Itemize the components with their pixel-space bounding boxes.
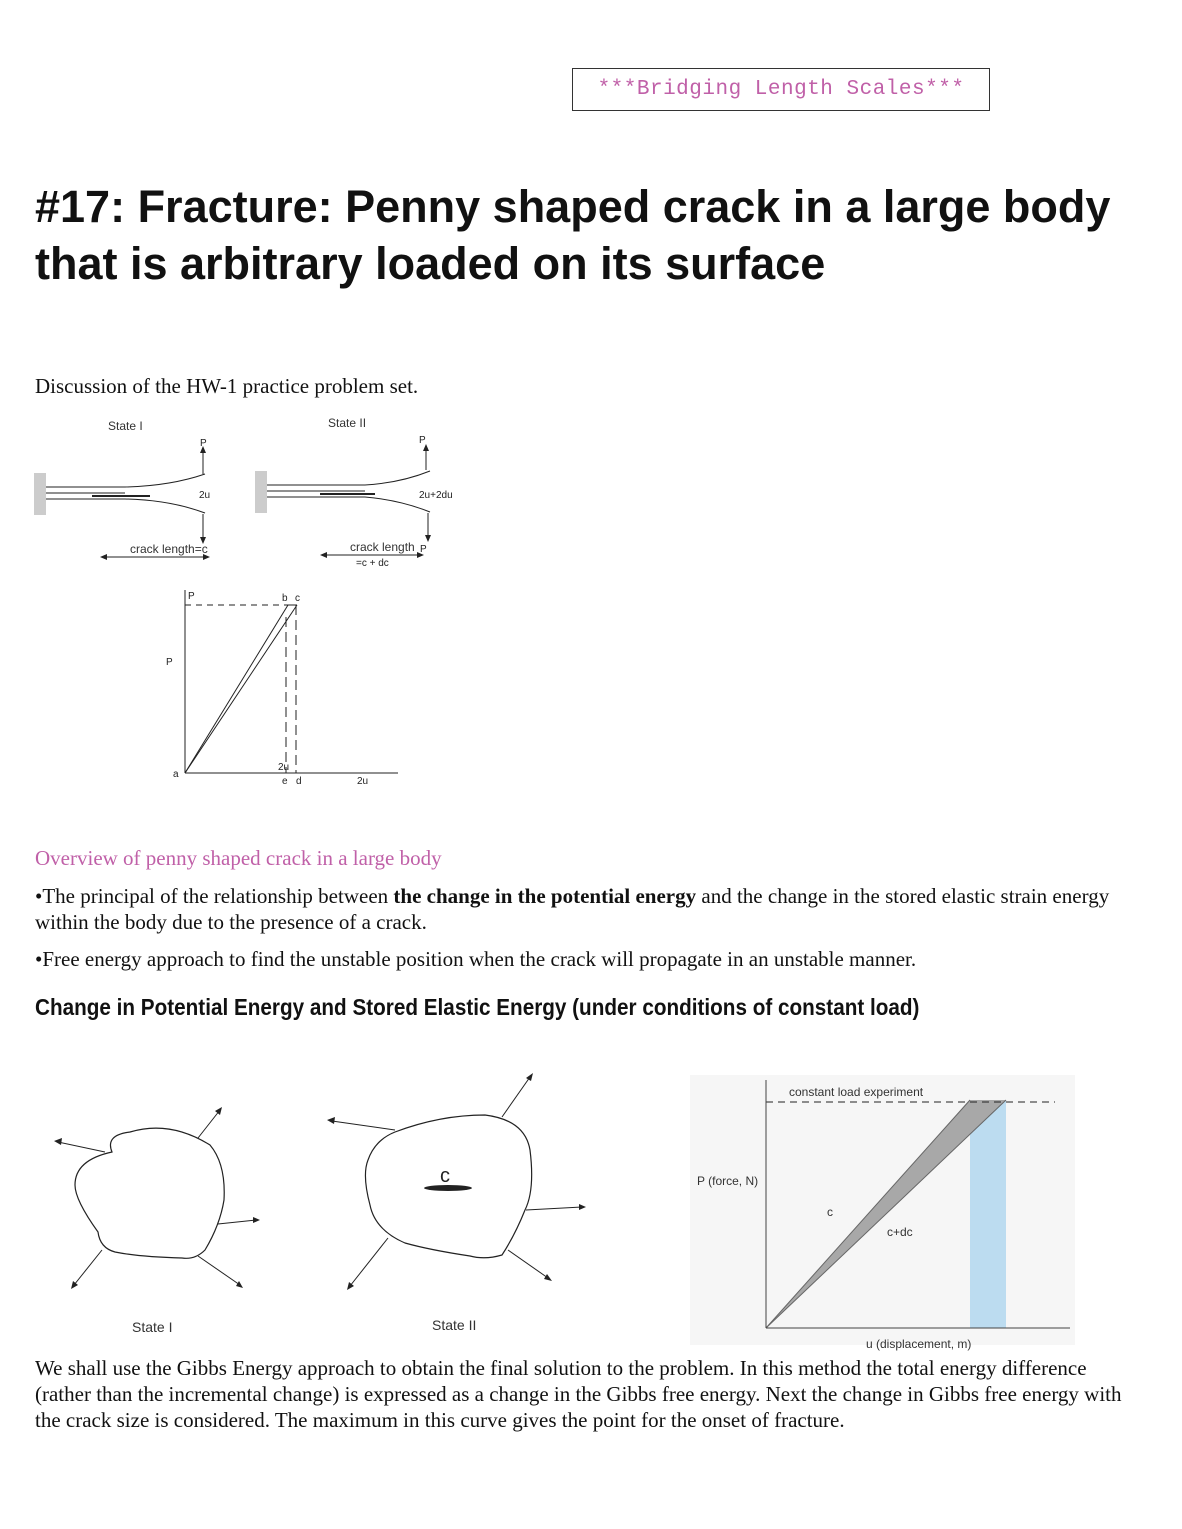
load-arrow bbox=[502, 1077, 530, 1117]
load-arrow bbox=[350, 1238, 388, 1286]
line-c-label: c bbox=[827, 1205, 833, 1219]
load-displacement-graph bbox=[160, 585, 410, 790]
p-tick-label: P bbox=[188, 591, 195, 602]
point-c: c bbox=[295, 593, 300, 604]
line-c-dc-label: c+dc bbox=[887, 1225, 913, 1239]
overview-bullet-2: •Free energy approach to find the unstable position when the crack will propagate in an unstable manner. bbox=[35, 947, 917, 971]
arrow-head bbox=[425, 535, 431, 542]
clamp-2 bbox=[255, 471, 267, 513]
load-label-2: P bbox=[419, 435, 426, 446]
arrow-head bbox=[54, 1138, 62, 1145]
arrow-head bbox=[579, 1204, 586, 1210]
intro-text: Discussion of the HW-1 practice problem set. bbox=[35, 374, 419, 398]
body-state-1 bbox=[75, 1128, 224, 1258]
load-arrow bbox=[526, 1207, 582, 1210]
load-arrow bbox=[508, 1250, 548, 1278]
page-title bbox=[35, 178, 1155, 292]
line-ac bbox=[185, 605, 297, 773]
load-label-3: P bbox=[420, 544, 427, 555]
arrow-head bbox=[236, 1281, 243, 1288]
conclusion-paragraph: We shall use the Gibbs Energy approach to obtain the final solution to the problem. In this method the total energy difference (rather than the incremental change) is expressed as a change in the Gibbs free energy. Next the change in Gibbs free energy with the crack size is considered. The maximum in this curve gives the point for the onset of fracture. bbox=[35, 1356, 1122, 1432]
point-b: b bbox=[282, 593, 288, 604]
disp-label-2: 2u+2du bbox=[419, 490, 453, 501]
load-arrow bbox=[198, 1256, 240, 1285]
arrow-head bbox=[526, 1073, 533, 1081]
y-axis-label: P (force, N) bbox=[697, 1174, 759, 1188]
energy-band bbox=[970, 1100, 1006, 1328]
arrow-head bbox=[253, 1217, 260, 1223]
crack-length-label-2a: crack length bbox=[350, 540, 415, 554]
point-e: e bbox=[282, 776, 288, 787]
state1-label: State I bbox=[108, 419, 143, 433]
arrow-head bbox=[100, 554, 107, 560]
disp-label-1: 2u bbox=[199, 490, 211, 501]
arrow-head bbox=[327, 1117, 335, 1124]
crack-label: c bbox=[440, 1165, 450, 1187]
fig2-state1-label: State I bbox=[132, 1319, 173, 1335]
load-arrow bbox=[218, 1220, 256, 1224]
bullet-1-text: •The principal of the relationship between bbox=[35, 884, 394, 908]
loaded-bodies-figure bbox=[30, 1060, 630, 1350]
crack-length-label-1: crack length=c bbox=[130, 542, 208, 556]
load-arrow bbox=[74, 1250, 102, 1285]
arrow-head bbox=[71, 1281, 78, 1289]
arrow-head bbox=[347, 1282, 354, 1290]
fig2-state2-label: State II bbox=[432, 1317, 477, 1333]
state2-label: State II bbox=[328, 416, 367, 430]
load-arrow bbox=[58, 1142, 105, 1152]
constant-load-graph bbox=[690, 1075, 1080, 1355]
load-arrow bbox=[332, 1121, 395, 1130]
overview-bullet-1 bbox=[35, 883, 1145, 935]
title-line-1: #17: Fracture: Penny shaped crack in a large body bbox=[35, 181, 1111, 232]
arrow-head bbox=[215, 1107, 222, 1115]
arrow-head bbox=[320, 552, 327, 558]
x-axis-label: u (displacement, m) bbox=[866, 1337, 972, 1351]
overview-heading: Overview of penny shaped crack in a large body bbox=[35, 846, 442, 870]
line-ab bbox=[185, 605, 288, 773]
cantilever-figure bbox=[30, 410, 470, 575]
bullet-1-bold: the change in the potential energy bbox=[393, 884, 697, 908]
x-axis-label: 2u bbox=[357, 776, 369, 787]
title-line-2: that is arbitrary loaded on its surface bbox=[35, 238, 826, 289]
load-label-1: P bbox=[200, 438, 207, 449]
clamp-1 bbox=[34, 473, 46, 515]
beam-2 bbox=[267, 471, 430, 512]
origin-label: a bbox=[173, 769, 179, 780]
load-arrow bbox=[198, 1110, 220, 1138]
beam-1 bbox=[46, 474, 205, 513]
bullet-1-rest: and the change in the stored elastic strain energy within the body due to the presence of a crack. bbox=[35, 884, 1110, 934]
arrow-head bbox=[544, 1274, 552, 1281]
y-axis-label: P bbox=[166, 657, 173, 668]
u-mark: 2u bbox=[278, 762, 290, 773]
point-d: d bbox=[296, 776, 302, 787]
course-banner: ***Bridging Length Scales*** bbox=[572, 68, 990, 111]
graph-title: constant load experiment bbox=[789, 1085, 924, 1099]
crack-length-label-2b: =c + dc bbox=[356, 558, 389, 569]
section-heading: Change in Potential Energy and Stored Elastic Energy (under conditions of constant load) bbox=[35, 994, 920, 1020]
